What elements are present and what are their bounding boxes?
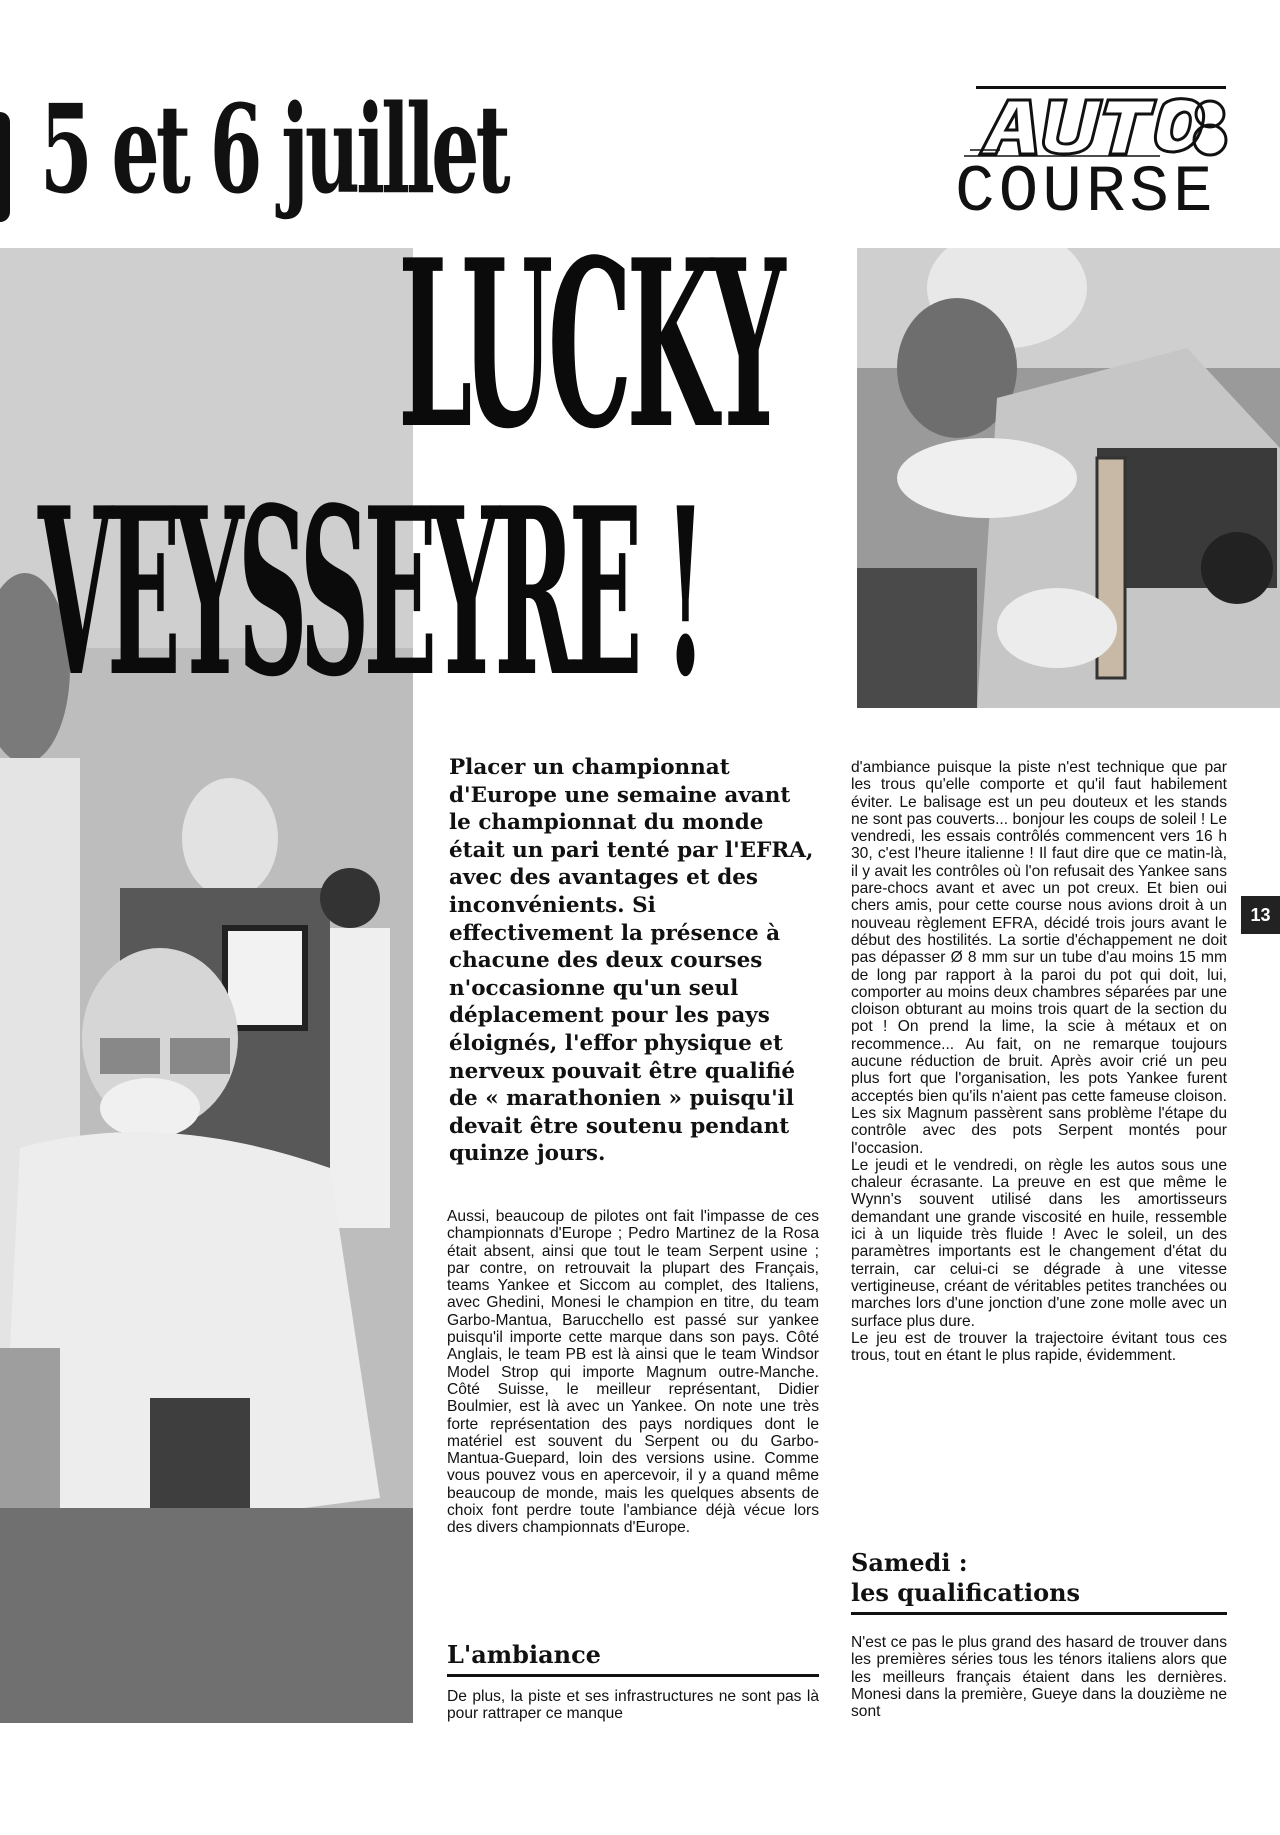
section-label: COURSE [955, 155, 1217, 230]
page-number: 13 [1241, 896, 1280, 934]
date-edge-mark [0, 112, 10, 222]
event-date: 5 et 6 juillet [40, 77, 507, 221]
logo-rule [976, 86, 1226, 89]
body-column-3: N'est ce pas le plus grand des hasard de trouver dans les premières séries tous les ténors italiens alors que les meilleurs français étaient dans les dernières. Monesi dans la première, Gueye dans la douzième ne sont [851, 1634, 1227, 1721]
lead-paragraph: Placer un championnat d'Europe une semaine avant le championnat du monde était un pari tenté par l'EFRA, avec des avantages et des inconvénients. Si effectivement la présence à chacune des deux courses n'occasionne qu'un seul déplacement pour les pays éloignés, l'effor physique et nerveux pouvait être qualifié de « marathonien » puisqu'il devait être soutenu pendant quinze jours. [449, 755, 814, 1167]
subheading-samedi-line-1: Samedi : [851, 1548, 968, 1577]
auto8-logo [960, 92, 1230, 160]
body-column-2 [851, 759, 1227, 1364]
headline-line-2: VEYSSEYRE ! [38, 458, 701, 728]
subheading-samedi [851, 1548, 1227, 1615]
subheading-ambiance: L'ambiance [447, 1640, 819, 1677]
pit-photo [857, 248, 1280, 708]
body-column-1: Aussi, beaucoup de pilotes ont fait l'impasse de ces championnats d'Europe ; Pedro Martinez de la Rosa était absent, ainsi que tout le team Serpent usine ; par contre, on retrouvait la plupart des Français, teams Yankee et Siccom au complet, des Italiens, avec Ghedini, Monesi le champion en titre, du team Garbo-Mantua, Barucchello est passé sur yankee puisqu'il importe cette marque dans son pays. Côté Anglais, le team PB est là ainsi que le team Windsor Model Strop qui importe Magnum outre-Manche. Côté Suisse, le meilleur représentant, Didier Boulmier, est là avec un Yankee. On note une très forte représentation des pays nordiques dont le matériel est souvent du Serpent ou du Garbo-Mantua-Guepard, loin des versions usine. Comme vous pouvez vous en apercevoir, il y a quand même beaucoup de monde, mais les quelques absents de choix font perdre toute l'ambiance déjà vécue lors des divers championnats d'Europe. [447, 1208, 819, 1537]
subheading-samedi-line-2: les qualifications [851, 1578, 1081, 1607]
body-column-1-end: De plus, la piste et ses infrastructures ne sont pas là pour rattraper ce manque [447, 1688, 819, 1723]
body-paragraph: Le jeu est de trouver la trajectoire évitant tous ces trous, tout en étant le plus rapide, évidemment. [851, 1329, 1227, 1365]
body-paragraph: Le jeudi et le vendredi, on règle les autos sous une chaleur écrasante. La preuve en est que même le Wynn's souvent utilisé dans les amortisseurs demandant une grande viscosité en huile, ressemble ici à un liquide très fluide ! Avec le soleil, un des paramètres importants est le changement d'état du terrain, car celui-ci se dégrade à une vitesse vertigineuse, créant de véritables petites tranchées ou marches lors d'une jonction d'une zone molle avec un surface plus dure. [851, 1156, 1227, 1330]
headline-line-1: LUCKY [398, 210, 781, 480]
body-paragraph: d'ambiance puisque la piste n'est technique que par les trous qu'elle comporte et qu'il faut habilement éviter. Le balisage est un peu douteux et les stands ne sont pas couverts... bonjour les coups de soleil ! Le vendredi, les essais contrôlés commencent vers 16 h 30, c'est l'heure italienne ! Il faut dire que ce matin-là, il y avait les contrôles où l'on refusait des Yankee sans pare-chocs avant et avec un pot creux. Et bien oui chers amis, pour cette course nous avions droit à un nouveau règlement EFRA, décidé trois jours avant le début des hostilités. La sortie d'échappement ne doit pas dépasser Ø 8 mm sur un tube d'au moins 15 mm de long par rapport à la paroi du pot qui doit, lui, comporter au moins deux chambres séparées par une cloison obturant au moins trois quart de la section du pot ! On prend la lime, la scie à métaux et on recommence... Au fait, on ne remarque toujours aucune réduction de bruit. Après avoir crié un peu plus fort que l'organisation, les pots Yankee furent acceptés bien qu'ils n'aient pas cette fameuse cloison. Les six Magnum passèrent sans problème l'étape du contrôle avec des pots Serpent montés pour l'occasion. [851, 759, 1227, 1157]
pit-photo-shapes [857, 248, 1280, 708]
